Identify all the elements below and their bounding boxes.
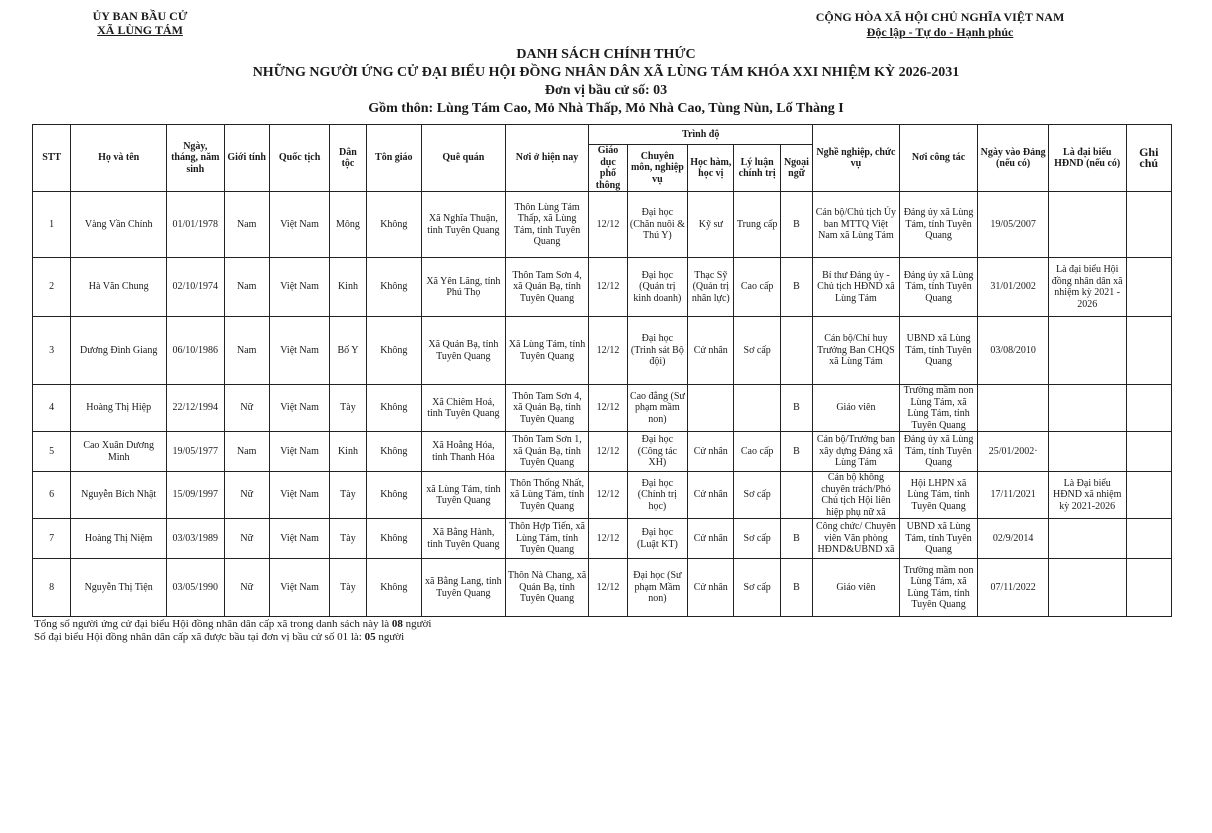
cell-religion: Không (366, 519, 421, 559)
cell-dob: 03/03/1989 (167, 519, 224, 559)
cell-occupation: Cán bộ/Trưởng ban xây dựng Đảng xã Lùng Tám (813, 432, 900, 472)
document-subtitle: NHỮNG NGƯỜI ỨNG CỬ ĐẠI BIỂU HỘI ĐỒNG NHÂN DÂN XÃ LÙNG TÁM KHÓA XXI NHIỆM KỲ 2026-2031 (252, 65, 960, 80)
cell-occupation: Giáo viên (813, 385, 900, 432)
cell-ethnicity: Tày (330, 472, 366, 519)
cell-name: Vàng Vần Chính (71, 192, 167, 258)
cell-delegate (1048, 432, 1126, 472)
cell-delegate: Là Đại biểu HĐND xã nhiệm kỳ 2021-2026 (1048, 472, 1126, 519)
cell-workplace: Trường mầm non Lùng Tám, xã Lùng Tám, tỉnh Tuyên Quang (899, 385, 978, 432)
national-motto: Độc lập - Tự do - Hạnh phúc (866, 25, 1014, 39)
cell-stt: 5 (33, 432, 71, 472)
cell-political: Trung cấp (734, 192, 780, 258)
cell-occupation: Giáo viên (813, 559, 900, 617)
cell-note (1126, 317, 1171, 385)
cell-occupation: Cán bộ không chuyên trách/Phó Chủ tịch Hội liên hiệp phụ nữ xã (813, 472, 900, 519)
total-candidates-value: 08 (391, 618, 403, 630)
table-row (33, 432, 1172, 472)
cell-political: Sơ cấp (734, 317, 780, 385)
cell-professional: Đại học (Trinh sát Bộ đội) (627, 317, 687, 385)
cell-political: Sơ cấp (734, 559, 780, 617)
cell-political (734, 385, 780, 432)
cell-degree: Cử nhân (688, 432, 734, 472)
total-candidates-suffix: người (402, 618, 432, 630)
candidate-rows (33, 192, 1172, 617)
cell-religion: Không (366, 192, 421, 258)
issuer-line1: ỦY BAN BẦU CỬ (92, 9, 188, 23)
col-delegate: Là đại biểu HĐND (nếu có) (1048, 125, 1126, 192)
cell-language: B (780, 192, 812, 258)
cell-general-edu: 12/12 (589, 258, 627, 317)
cell-professional: Đại học (Sư phạm Mầm non) (627, 559, 687, 617)
table-row (33, 258, 1172, 317)
cell-degree: Cử nhân (688, 472, 734, 519)
cell-degree: Cử nhân (688, 559, 734, 617)
cell-party-date: 19/05/2007 (978, 192, 1049, 258)
cell-nationality: Việt Nam (269, 432, 329, 472)
issuer-header (60, 9, 220, 37)
villages-list: Gồm thôn: Lùng Tám Cao, Mỏ Nhà Thấp, Mỏ Nhà Cao, Tùng Nùn, Lố Thàng I (368, 101, 844, 116)
cell-dob: 22/12/1994 (167, 385, 224, 432)
cell-party-date: 25/01/2002· (978, 432, 1049, 472)
col-nationality: Quốc tịch (269, 125, 329, 192)
cell-language (780, 472, 812, 519)
cell-dob: 02/10/1974 (167, 258, 224, 317)
cell-professional: Đại học (Chính trị học) (627, 472, 687, 519)
cell-religion: Không (366, 432, 421, 472)
cell-name: Hoàng Thị Niệm (71, 519, 167, 559)
cell-professional: Đại học (Quản trị kinh doanh) (627, 258, 687, 317)
cell-note (1126, 519, 1171, 559)
cell-name: Hà Văn Chung (71, 258, 167, 317)
col-workplace: Nơi công tác (899, 125, 978, 192)
seats-line (34, 631, 432, 644)
cell-stt: 2 (33, 258, 71, 317)
col-education-group: Trình độ (589, 125, 813, 145)
cell-party-date: 17/11/2021 (978, 472, 1049, 519)
cell-hometown: Xã Yên Lãng, tỉnh Phú Thọ (422, 258, 506, 317)
col-political: Lý luận chính trị (734, 145, 780, 192)
electoral-unit: Đơn vị bầu cử số: 03 (544, 83, 668, 98)
cell-nationality: Việt Nam (269, 472, 329, 519)
cell-hometown: Xã Chiêm Hoá, tỉnh Tuyên Quang (422, 385, 506, 432)
cell-party-date: 31/01/2002 (978, 258, 1049, 317)
cell-residence: Thôn Nà Chang, xã Quản Bạ, tỉnh Tuyên Quang (505, 559, 589, 617)
cell-gender: Nữ (224, 472, 269, 519)
cell-gender: Nam (224, 192, 269, 258)
col-dob: Ngày, tháng, năm sinh (167, 125, 224, 192)
total-candidates-line (34, 618, 432, 631)
cell-professional: Đại học (Chăn nuôi & Thú Y) (627, 192, 687, 258)
cell-religion: Không (366, 385, 421, 432)
cell-delegate: Là đại biểu Hội đồng nhân dân xã nhiệm kỳ 2021 - 2026 (1048, 258, 1126, 317)
cell-hometown: Xã Quản Bạ, tỉnh Tuyên Quang (422, 317, 506, 385)
cell-ethnicity: Kinh (330, 258, 366, 317)
cell-occupation: Cán bộ/Chủ tịch Ủy ban MTTQ Việt Nam xã Lùng Tám (813, 192, 900, 258)
cell-degree (688, 385, 734, 432)
cell-occupation: Cán bộ/Chỉ huy Trưởng Ban CHQS xã Lùng Tám (813, 317, 900, 385)
cell-note (1126, 258, 1171, 317)
cell-nationality: Việt Nam (269, 258, 329, 317)
cell-dob: 19/05/1977 (167, 432, 224, 472)
cell-name: Dương Đình Giang (71, 317, 167, 385)
cell-ethnicity: Mông (330, 192, 366, 258)
cell-gender: Nữ (224, 559, 269, 617)
issuer-line2: XÃ LÙNG TÁM (97, 23, 183, 37)
candidate-table (32, 124, 1172, 617)
cell-language (780, 317, 812, 385)
cell-occupation: Bí thư Đảng ủy - Chủ tịch HĐND xã Lùng Tám (813, 258, 900, 317)
cell-residence: Thôn Hợp Tiến, xã Lùng Tám, tỉnh Tuyên Quang (505, 519, 589, 559)
cell-stt: 4 (33, 385, 71, 432)
cell-party-date (978, 385, 1049, 432)
cell-workplace: UBND xã Lùng Tám, tỉnh Tuyên Quang (899, 519, 978, 559)
cell-gender: Nam (224, 258, 269, 317)
cell-degree: Kỹ sư (688, 192, 734, 258)
cell-dob: 01/01/1978 (167, 192, 224, 258)
table-row (33, 385, 1172, 432)
total-candidates-text: Tổng số người ứng cử đại biểu Hội đồng nhân dân cấp xã trong danh sách này là (34, 618, 392, 630)
cell-hometown: xã Bằng Lang, tỉnh Tuyên Quang (422, 559, 506, 617)
cell-stt: 7 (33, 519, 71, 559)
cell-general-edu: 12/12 (589, 385, 627, 432)
cell-residence: Xã Lùng Tám, tỉnh Tuyên Quang (505, 317, 589, 385)
cell-dob: 15/09/1997 (167, 472, 224, 519)
seats-suffix: người (375, 631, 405, 643)
cell-nationality: Việt Nam (269, 385, 329, 432)
document-title-block (0, 46, 1212, 118)
col-religion: Tôn giáo (366, 125, 421, 192)
cell-general-edu: 12/12 (589, 432, 627, 472)
cell-dob: 06/10/1986 (167, 317, 224, 385)
cell-delegate (1048, 559, 1126, 617)
col-degree: Học hàm, học vị (688, 145, 734, 192)
cell-name: Nguyễn Bích Nhật (71, 472, 167, 519)
cell-workplace: Đảng ủy xã Lùng Tám, tỉnh Tuyên Quang (899, 432, 978, 472)
cell-dob: 03/05/1990 (167, 559, 224, 617)
cell-hometown: Xã Hoằng Hóa, tỉnh Thanh Hóa (422, 432, 506, 472)
cell-workplace: Trường mầm non Lùng Tám, xã Lùng Tám, tỉnh Tuyên Quang (899, 559, 978, 617)
summary-footer (34, 618, 432, 644)
cell-general-edu: 12/12 (589, 317, 627, 385)
col-ethnicity: Dân tộc (330, 125, 366, 192)
cell-party-date: 02/9/2014 (978, 519, 1049, 559)
cell-delegate (1048, 192, 1126, 258)
cell-note (1126, 432, 1171, 472)
cell-ethnicity: Tày (330, 559, 366, 617)
seats-text: Số đại biểu Hội đồng nhân dân cấp xã được bầu tại đơn vị bầu cử số 01 là: (34, 631, 365, 643)
cell-workplace: Hội LHPN xã Lùng Tám, tỉnh Tuyên Quang (899, 472, 978, 519)
cell-political: Cao cấp (734, 258, 780, 317)
cell-ethnicity: Kinh (330, 432, 366, 472)
cell-nationality: Việt Nam (269, 519, 329, 559)
cell-nationality: Việt Nam (269, 559, 329, 617)
cell-workplace: UBND xã Lùng Tám, tỉnh Tuyên Quang (899, 317, 978, 385)
table-row (33, 472, 1172, 519)
cell-workplace: Đảng ủy xã Lùng Tám, tỉnh Tuyên Quang (899, 258, 978, 317)
cell-general-edu: 12/12 (589, 519, 627, 559)
cell-religion: Không (366, 559, 421, 617)
cell-degree: Cử nhân (688, 317, 734, 385)
cell-hometown: Xã Bằng Hành, tỉnh Tuyên Quang (422, 519, 506, 559)
cell-residence: Thôn Thống Nhất, xã Lùng Tám, tỉnh Tuyên Quang (505, 472, 589, 519)
table-row (33, 317, 1172, 385)
cell-residence: Thôn Tam Sơn 1, xã Quản Bạ, tỉnh Tuyên Quang (505, 432, 589, 472)
cell-party-date: 07/11/2022 (978, 559, 1049, 617)
cell-name: Cao Xuân Dương Minh (71, 432, 167, 472)
cell-ethnicity: Tày (330, 519, 366, 559)
cell-gender: Nữ (224, 519, 269, 559)
cell-ethnicity: Tày (330, 385, 366, 432)
col-language: Ngoại ngữ (780, 145, 812, 192)
cell-language: B (780, 258, 812, 317)
col-stt: STT (33, 125, 71, 192)
col-professional: Chuyên môn, nghiệp vụ (627, 145, 687, 192)
cell-stt: 6 (33, 472, 71, 519)
cell-stt: 3 (33, 317, 71, 385)
cell-political: Sơ cấp (734, 519, 780, 559)
cell-delegate (1048, 519, 1126, 559)
col-gender: Giới tính (224, 125, 269, 192)
cell-note (1126, 192, 1171, 258)
cell-degree: Cử nhân (688, 519, 734, 559)
cell-stt: 8 (33, 559, 71, 617)
cell-hometown: Xã Nghĩa Thuận, tỉnh Tuyên Quang (422, 192, 506, 258)
cell-political: Sơ cấp (734, 472, 780, 519)
cell-general-edu: 12/12 (589, 559, 627, 617)
cell-stt: 1 (33, 192, 71, 258)
cell-professional: Cao đẳng (Sư phạm mầm non) (627, 385, 687, 432)
cell-gender: Nam (224, 432, 269, 472)
cell-professional: Đại học (Luật KT) (627, 519, 687, 559)
table-row (33, 519, 1172, 559)
cell-religion: Không (366, 258, 421, 317)
header-row-1 (33, 125, 1172, 145)
document-title: DANH SÁCH CHÍNH THỨC (516, 47, 696, 62)
cell-occupation: Công chức/ Chuyên viên Văn phòng HĐND&UBND xã (813, 519, 900, 559)
cell-gender: Nữ (224, 385, 269, 432)
national-title: CỘNG HÒA XÃ HỘI CHỦ NGHĨA VIỆT NAM (815, 10, 1065, 24)
cell-note (1126, 385, 1171, 432)
cell-party-date: 03/08/2010 (978, 317, 1049, 385)
col-hometown: Quê quán (422, 125, 506, 192)
table-row (33, 192, 1172, 258)
col-residence: Nơi ở hiện nay (505, 125, 589, 192)
col-occupation: Nghề nghiệp, chức vụ (813, 125, 900, 192)
cell-workplace: Đảng ủy xã Lùng Tám, tỉnh Tuyên Quang (899, 192, 978, 258)
cell-residence: Thôn Lùng Tám Thấp, xã Lùng Tám, tỉnh Tuyên Quang (505, 192, 589, 258)
cell-nationality: Việt Nam (269, 192, 329, 258)
cell-residence: Thôn Tam Sơn 4, xã Quản Bạ, tỉnh Tuyên Quang (505, 258, 589, 317)
cell-general-edu: 12/12 (589, 472, 627, 519)
cell-general-edu: 12/12 (589, 192, 627, 258)
table-row (33, 559, 1172, 617)
cell-political: Cao cấp (734, 432, 780, 472)
cell-language: B (780, 385, 812, 432)
cell-nationality: Việt Nam (269, 317, 329, 385)
cell-residence: Thôn Tam Sơn 4, xã Quản Bạ, tỉnh Tuyên Quang (505, 385, 589, 432)
cell-delegate (1048, 317, 1126, 385)
cell-gender: Nam (224, 317, 269, 385)
cell-language: B (780, 432, 812, 472)
cell-language: B (780, 519, 812, 559)
cell-religion: Không (366, 317, 421, 385)
cell-note (1126, 559, 1171, 617)
cell-name: Hoàng Thị Hiệp (71, 385, 167, 432)
cell-ethnicity: Bố Y (330, 317, 366, 385)
seats-value: 05 (364, 631, 376, 643)
col-note: Ghi chú (1126, 125, 1171, 192)
col-party-date: Ngày vào Đảng (nếu có) (978, 125, 1049, 192)
cell-note (1126, 472, 1171, 519)
cell-name: Nguyễn Thị Tiện (71, 559, 167, 617)
cell-religion: Không (366, 472, 421, 519)
cell-professional: Đại học (Công tác XH) (627, 432, 687, 472)
cell-degree: Thạc Sỹ (Quản trị nhân lực) (688, 258, 734, 317)
national-header (780, 10, 1100, 40)
cell-hometown: xã Lùng Tám, tỉnh Tuyên Quang (422, 472, 506, 519)
col-name: Họ và tên (71, 125, 167, 192)
col-general-edu: Giáo dục phổ thông (589, 145, 627, 192)
cell-delegate (1048, 385, 1126, 432)
cell-language: B (780, 559, 812, 617)
